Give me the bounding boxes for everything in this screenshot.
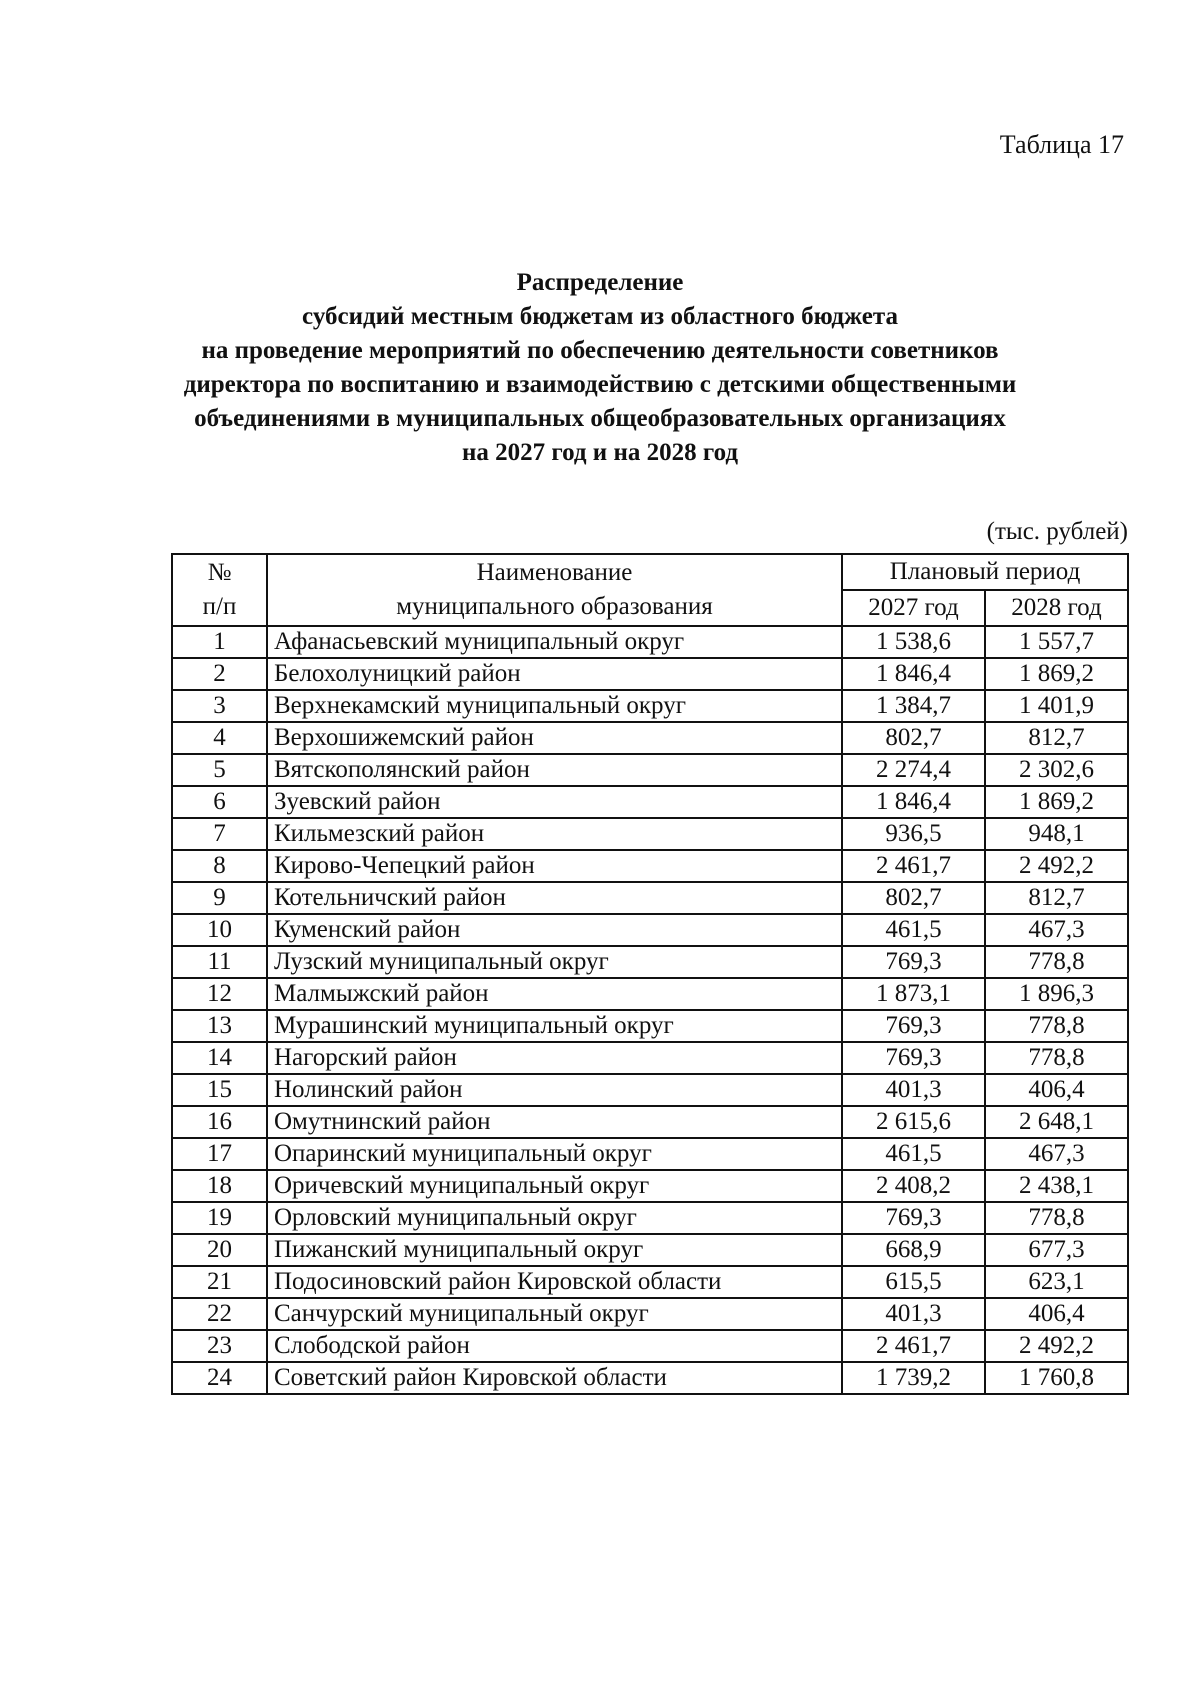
row-number: 7 [172,818,267,850]
row-number: 16 [172,1106,267,1138]
table-row [172,1074,1128,1106]
row-number: 14 [172,1042,267,1074]
header-number [172,554,267,626]
table-row [172,978,1128,1010]
table-row [172,1202,1128,1234]
value-2028: 778,8 [985,946,1128,978]
table-row [172,722,1128,754]
value-2028: 2 438,1 [985,1170,1128,1202]
value-2027: 769,3 [842,1010,985,1042]
value-2028: 948,1 [985,818,1128,850]
municipality-name: Советский район Кировской области [267,1362,842,1394]
municipality-name: Афанасьевский муниципальный округ [267,626,842,658]
value-2028: 778,8 [985,1042,1128,1074]
value-2027: 936,5 [842,818,985,850]
value-2027: 769,3 [842,1202,985,1234]
header-name-line1: Наименование [476,559,633,586]
row-number: 24 [172,1362,267,1394]
value-2028: 2 302,6 [985,754,1128,786]
value-2027: 1 846,4 [842,786,985,818]
value-2027: 2 615,6 [842,1106,985,1138]
table-row [172,1330,1128,1362]
table-row [172,658,1128,690]
municipality-name: Подосиновский район Кировской области [267,1266,842,1298]
header-name [267,554,842,626]
header-number-line1: № [207,559,232,586]
row-number: 3 [172,690,267,722]
value-2027: 769,3 [842,1042,985,1074]
municipality-name: Слободской район [267,1330,842,1362]
row-number: 5 [172,754,267,786]
value-2028: 2 492,2 [985,850,1128,882]
table-row [172,1010,1128,1042]
table-header-row [172,554,1128,590]
title-line: на 2027 год и на 2028 год [461,439,739,466]
table-row [172,754,1128,786]
value-2028: 406,4 [985,1298,1128,1330]
row-number: 23 [172,1330,267,1362]
value-2027: 1 873,1 [842,978,985,1010]
table-row [172,690,1128,722]
row-number: 12 [172,978,267,1010]
value-2028: 1 401,9 [985,690,1128,722]
table-row [172,818,1128,850]
row-number: 6 [172,786,267,818]
table-row [172,626,1128,658]
value-2028: 467,3 [985,914,1128,946]
value-2027: 461,5 [842,1138,985,1170]
value-2028: 1 760,8 [985,1362,1128,1394]
units-note: (тыс. рублей) [986,518,1128,545]
table-row [172,914,1128,946]
title-line: на проведение мероприятий по обеспечению деятельности советников [201,337,999,364]
table-row [172,1106,1128,1138]
value-2027: 401,3 [842,1074,985,1106]
municipality-name: Кильмезский район [267,818,842,850]
row-number: 20 [172,1234,267,1266]
value-2027: 668,9 [842,1234,985,1266]
municipality-name: Опаринский муниципальный округ [267,1138,842,1170]
value-2027: 401,3 [842,1298,985,1330]
municipality-name: Санчурский муниципальный округ [267,1298,842,1330]
municipality-name: Лузский муниципальный округ [267,946,842,978]
row-number: 15 [172,1074,267,1106]
row-number: 17 [172,1138,267,1170]
value-2028: 778,8 [985,1202,1128,1234]
value-2028: 2 492,2 [985,1330,1128,1362]
row-number: 21 [172,1266,267,1298]
title-line: директора по воспитанию и взаимодействию с детскими общественными [183,371,1017,398]
row-number: 13 [172,1010,267,1042]
row-number: 2 [172,658,267,690]
value-2028: 778,8 [985,1010,1128,1042]
value-2027: 1 538,6 [842,626,985,658]
header-year-2027: 2027 год [842,590,985,626]
table-row [172,1298,1128,1330]
value-2027: 461,5 [842,914,985,946]
value-2028: 1 557,7 [985,626,1128,658]
row-number: 9 [172,882,267,914]
municipality-name: Куменский район [267,914,842,946]
value-2028: 812,7 [985,882,1128,914]
row-number: 10 [172,914,267,946]
value-2027: 1 846,4 [842,658,985,690]
document-title [120,266,1080,470]
value-2027: 615,5 [842,1266,985,1298]
table-row [172,1362,1128,1394]
header-name-line2: муниципального образования [396,593,713,620]
value-2027: 2 461,7 [842,1330,985,1362]
value-2027: 802,7 [842,882,985,914]
table-row [172,1266,1128,1298]
table-row [172,1170,1128,1202]
municipality-name: Верхнекамский муниципальный округ [267,690,842,722]
header-planning-period: Плановый период [842,554,1128,590]
header-year-2028: 2028 год [985,590,1128,626]
municipality-name: Белохолуницкий район [267,658,842,690]
municipality-name: Оричевский муниципальный округ [267,1170,842,1202]
table-row [172,1138,1128,1170]
table-row [172,1042,1128,1074]
value-2028: 1 896,3 [985,978,1128,1010]
municipality-name: Вятскополянский район [267,754,842,786]
value-2027: 1 384,7 [842,690,985,722]
municipality-name: Нагорский район [267,1042,842,1074]
table-body [172,626,1128,1394]
table-row [172,882,1128,914]
municipality-name: Кирово-Чепецкий район [267,850,842,882]
value-2027: 2 461,7 [842,850,985,882]
table-row [172,946,1128,978]
allocation-table [171,553,1129,1395]
value-2027: 802,7 [842,722,985,754]
row-number: 4 [172,722,267,754]
value-2027: 2 274,4 [842,754,985,786]
table-row [172,786,1128,818]
table-row [172,1234,1128,1266]
municipality-name: Омутнинский район [267,1106,842,1138]
value-2028: 623,1 [985,1266,1128,1298]
row-number: 19 [172,1202,267,1234]
row-number: 18 [172,1170,267,1202]
municipality-name: Пижанский муниципальный округ [267,1234,842,1266]
table-row [172,850,1128,882]
row-number: 8 [172,850,267,882]
municipality-name: Орловский муниципальный округ [267,1202,842,1234]
value-2028: 1 869,2 [985,658,1128,690]
value-2028: 677,3 [985,1234,1128,1266]
title-line: Распределение [516,269,684,296]
municipality-name: Зуевский район [267,786,842,818]
row-number: 11 [172,946,267,978]
municipality-name: Мурашинский муниципальный округ [267,1010,842,1042]
value-2027: 2 408,2 [842,1170,985,1202]
row-number: 22 [172,1298,267,1330]
value-2027: 769,3 [842,946,985,978]
municipality-name: Котельничский район [267,882,842,914]
value-2028: 467,3 [985,1138,1128,1170]
value-2028: 406,4 [985,1074,1128,1106]
municipality-name: Нолинский район [267,1074,842,1106]
value-2028: 2 648,1 [985,1106,1128,1138]
municipality-name: Верхошижемский район [267,722,842,754]
table-number-label: Таблица 17 [999,130,1124,159]
value-2028: 812,7 [985,722,1128,754]
municipality-name: Малмыжский район [267,978,842,1010]
value-2028: 1 869,2 [985,786,1128,818]
row-number: 1 [172,626,267,658]
title-line: объединениями в муниципальных общеобразовательных организациях [194,405,1006,432]
value-2027: 1 739,2 [842,1362,985,1394]
header-number-line2: п/п [202,593,237,620]
title-line: субсидий местным бюджетам из областного бюджета [302,303,898,330]
